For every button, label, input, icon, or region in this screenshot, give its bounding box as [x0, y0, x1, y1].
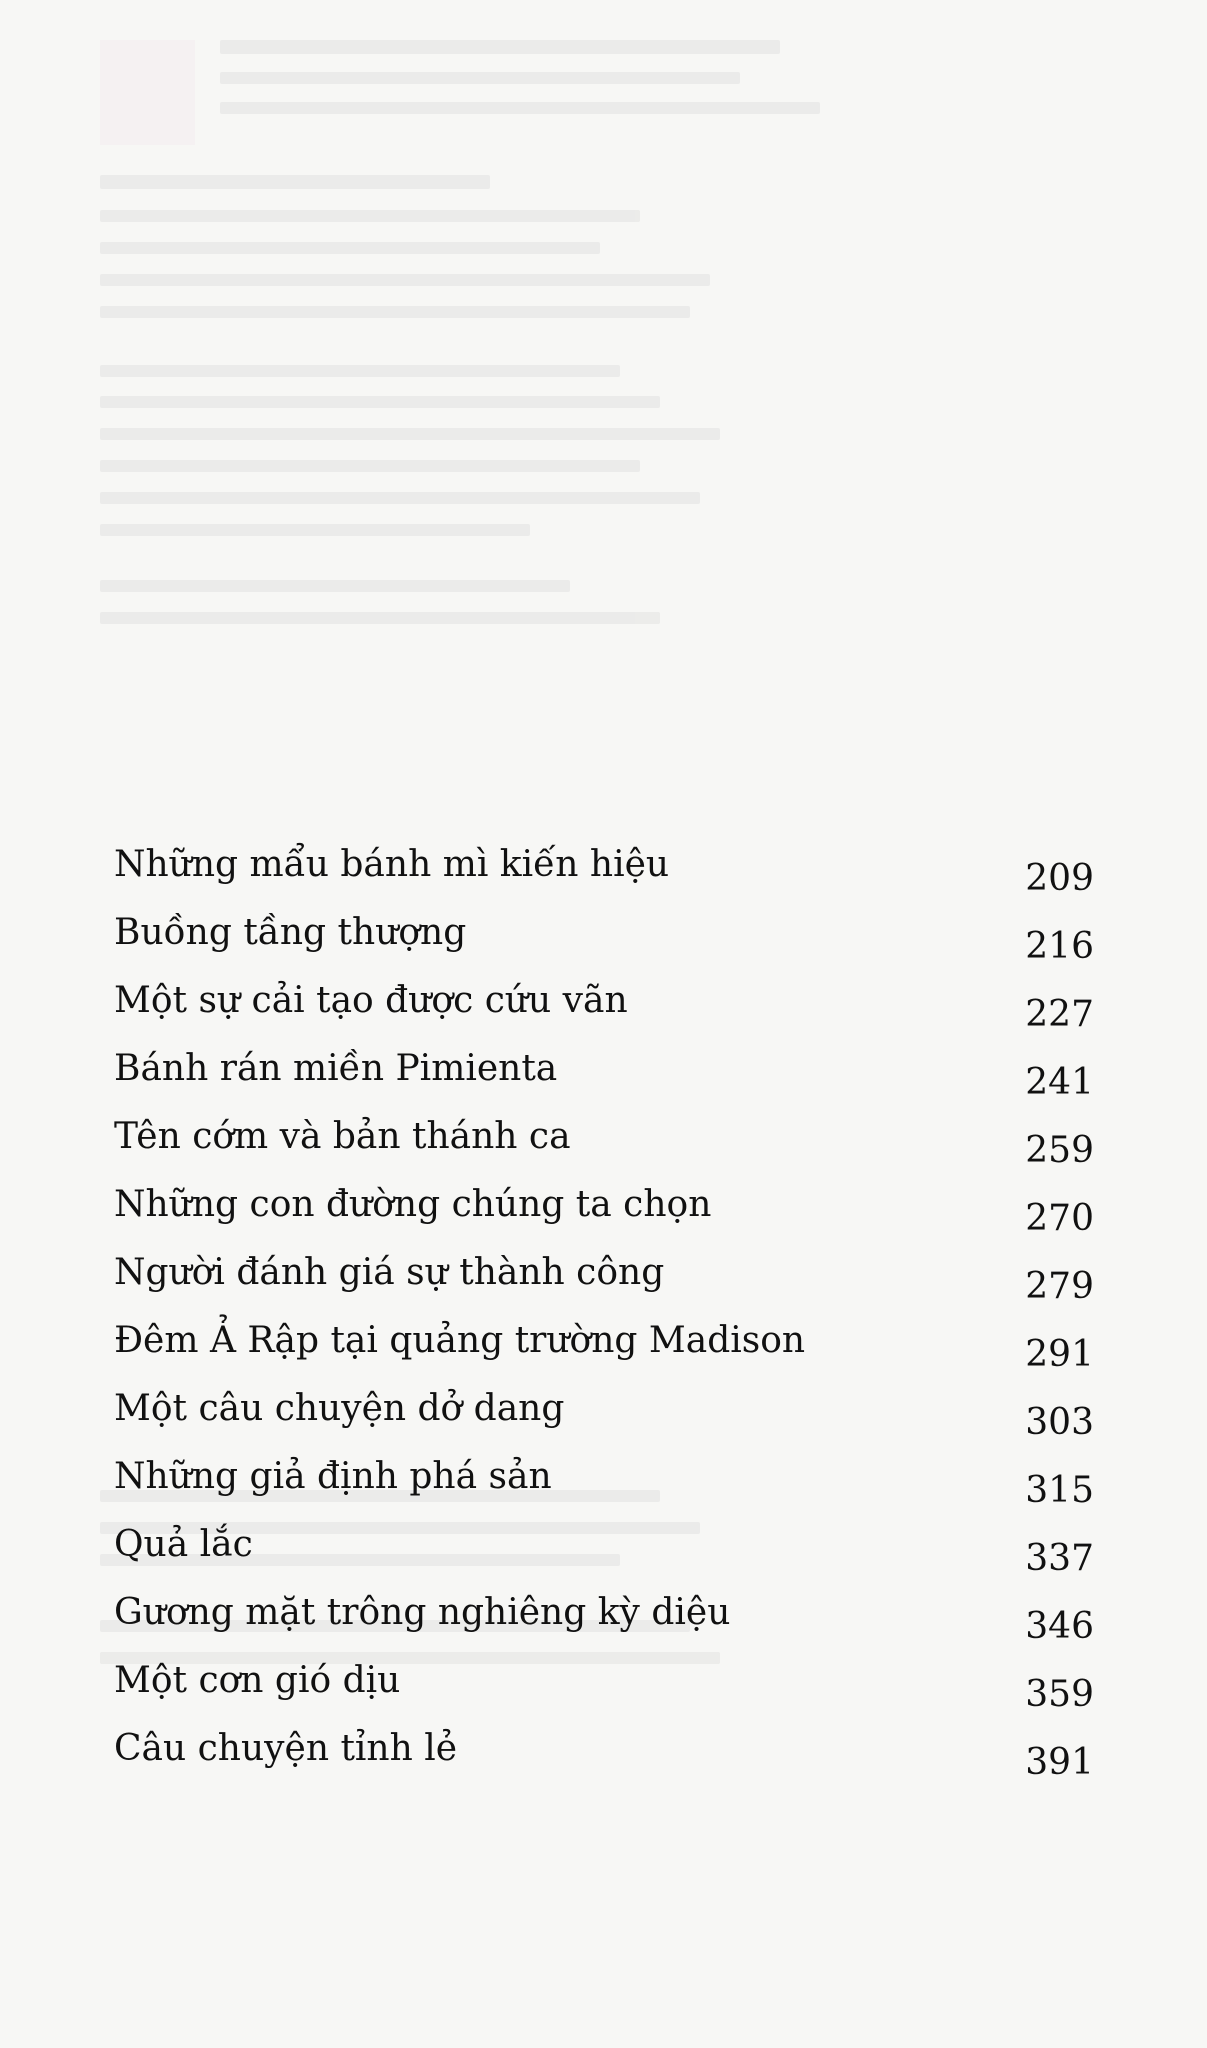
toc-entry [114, 1117, 1094, 1185]
toc-title: Một sự cải tạo được cứu vãn [114, 980, 628, 1021]
toc-title: Quả lắc [114, 1524, 253, 1565]
toc-title: Người đánh giá sự thành công [114, 1252, 665, 1293]
toc-page-number: 216 [1025, 926, 1094, 967]
toc-entry [114, 1593, 1094, 1661]
toc-page-number: 291 [1025, 1334, 1094, 1375]
toc-page-number: 346 [1025, 1606, 1094, 1647]
toc-title: Bánh rán miền Pimienta [114, 1048, 558, 1089]
toc-page-number: 227 [1025, 994, 1094, 1035]
toc-entry [114, 981, 1094, 1049]
show-through-logo [100, 40, 195, 145]
toc-entry [114, 1049, 1094, 1117]
toc-title: Một câu chuyện dở dang [114, 1388, 565, 1429]
table-of-contents [114, 845, 1094, 1797]
toc-entry [114, 913, 1094, 981]
toc-title: Gương mặt trông nghiêng kỳ diệu [114, 1592, 731, 1633]
toc-page-number: 241 [1025, 1062, 1094, 1103]
toc-entry [114, 1729, 1094, 1797]
toc-title: Tên cớm và bản thánh ca [114, 1116, 571, 1157]
toc-entry [114, 845, 1094, 913]
toc-entry [114, 1185, 1094, 1253]
toc-entry [114, 1389, 1094, 1457]
toc-page-number: 391 [1025, 1742, 1094, 1783]
toc-title: Những giả định phá sản [114, 1456, 552, 1497]
toc-page-number: 259 [1025, 1130, 1094, 1171]
toc-page-number: 279 [1025, 1266, 1094, 1307]
toc-entry [114, 1253, 1094, 1321]
toc-page-number: 209 [1025, 858, 1094, 899]
toc-title: Câu chuyện tỉnh lẻ [114, 1728, 458, 1769]
toc-page-number: 315 [1025, 1470, 1094, 1511]
toc-title: Buồng tầng thượng [114, 912, 467, 953]
toc-title: Những mẩu bánh mì kiến hiệu [114, 844, 670, 885]
toc-title: Đêm Ả Rập tại quảng trường Madison [114, 1320, 806, 1361]
toc-entry [114, 1661, 1094, 1729]
toc-page-number: 303 [1025, 1402, 1094, 1443]
toc-page-number: 359 [1025, 1674, 1094, 1715]
toc-page-number: 270 [1025, 1198, 1094, 1239]
toc-entry [114, 1321, 1094, 1389]
toc-page-number: 337 [1025, 1538, 1094, 1579]
toc-title: Một cơn gió dịu [114, 1660, 401, 1701]
toc-entry [114, 1457, 1094, 1525]
toc-entry [114, 1525, 1094, 1593]
toc-title: Những con đường chúng ta chọn [114, 1184, 712, 1225]
